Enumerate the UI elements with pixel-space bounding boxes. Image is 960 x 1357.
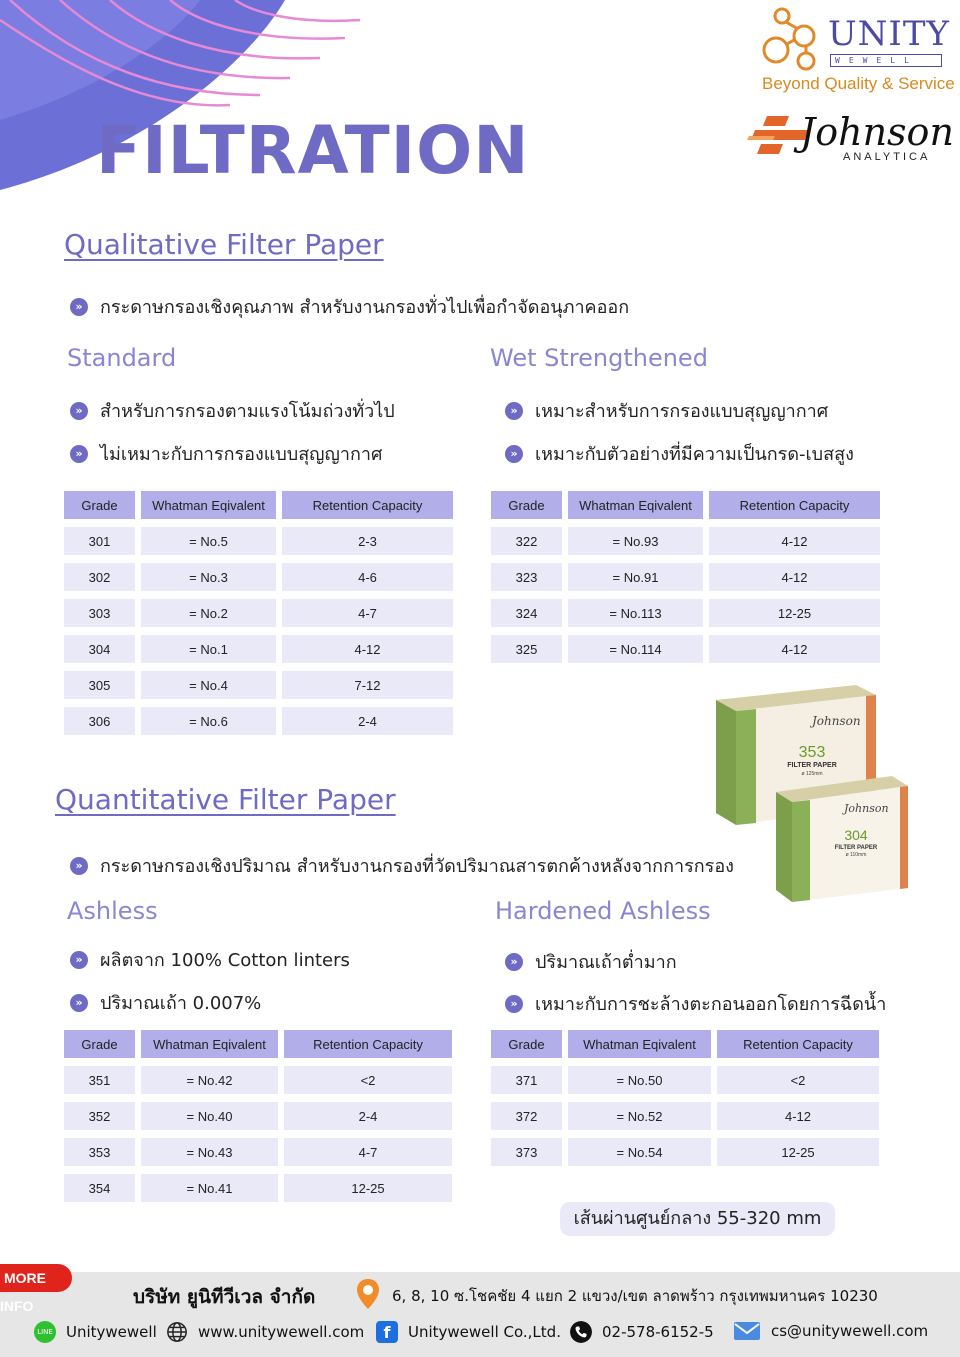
table-cell: 2-4 (284, 1102, 452, 1130)
table-row (491, 599, 880, 627)
hardened-bullet-1 (505, 947, 677, 976)
box2-brand: Johnson (844, 802, 889, 815)
column-header: Grade (64, 1030, 135, 1058)
table-cell: 2-3 (282, 527, 453, 555)
table-cell: 351 (64, 1066, 135, 1094)
wet-bullet-2 (505, 439, 854, 468)
box2-grade: 304 (844, 827, 868, 843)
table-header-row (491, 491, 880, 519)
globe-icon (166, 1321, 188, 1343)
table-cell: = No.91 (568, 563, 703, 591)
table-cell: 4-12 (282, 635, 453, 663)
table-cell: = No.3 (141, 563, 276, 591)
table-row (64, 671, 453, 699)
email-text: cs@unitywewell.com (771, 1322, 929, 1340)
table-row (64, 1138, 452, 1166)
column-header: Whatman Eqivalent (568, 1030, 711, 1058)
more-info-badge: MORE INFO (0, 1264, 72, 1292)
table-cell: 4-12 (709, 635, 880, 663)
line-id: Unitywewell (66, 1323, 157, 1341)
bullet-text: ผลิตจาก 100% Cotton linters (100, 950, 350, 971)
table-cell: 12-25 (284, 1174, 452, 1202)
table-row (64, 1066, 452, 1094)
table-cell: = No.6 (141, 707, 276, 735)
table-cell: 322 (491, 527, 562, 555)
ashless-bullet-1 (70, 945, 350, 974)
column-header: Retention Capacity (282, 491, 453, 519)
table-row (64, 599, 453, 627)
quantitative-intro (70, 851, 734, 880)
table-cell: 373 (491, 1138, 562, 1166)
box1-brand: Johnson (812, 714, 861, 728)
table-row (64, 1174, 452, 1202)
table-cell: 323 (491, 563, 562, 591)
column-header: Retention Capacity (709, 491, 880, 519)
table-row (491, 635, 880, 663)
box1-size: ø 125mm (801, 771, 823, 777)
quantitative-intro-text: กระดาษกรองเชิงปริมาณ สำหรับงานกรองที่วัดปริมาณสารตกค้างหลังจากการกรอง (100, 856, 734, 877)
table-cell: = No.93 (568, 527, 703, 555)
johnson-brand-name: Johnson (800, 110, 954, 154)
column-header: Whatman Eqivalent (141, 491, 276, 519)
column-header: Retention Capacity (717, 1030, 879, 1058)
wet-table (485, 483, 886, 671)
table-cell: = No.42 (141, 1066, 278, 1094)
phone-icon (570, 1321, 592, 1343)
table-cell: = No.54 (568, 1138, 711, 1166)
table-cell: 353 (64, 1138, 135, 1166)
product-box-304 (776, 776, 910, 904)
hardened-heading: Hardened Ashless (495, 897, 711, 925)
table-row (64, 563, 453, 591)
column-header: Grade (491, 1030, 562, 1058)
table-header-row (491, 1030, 879, 1058)
quantitative-heading: Quantitative Filter Paper (55, 783, 396, 816)
table-cell: 7-12 (282, 671, 453, 699)
table-cell: = No.50 (568, 1066, 711, 1094)
ashless-heading: Ashless (67, 897, 158, 925)
table-cell: 371 (491, 1066, 562, 1094)
double-chevron-icon: » (505, 995, 523, 1013)
box2-label: FILTER PAPER (834, 845, 878, 851)
table-cell: 12-25 (717, 1138, 879, 1166)
table-row (491, 1102, 879, 1130)
double-chevron-icon: » (70, 445, 88, 463)
double-chevron-icon: » (70, 951, 88, 969)
unity-logo-icon (760, 6, 826, 76)
double-chevron-icon: » (70, 994, 88, 1012)
box1-label: FILTER PAPER (787, 762, 837, 769)
qualitative-heading: Qualitative Filter Paper (64, 228, 384, 261)
wet-heading: Wet Strengthened (490, 344, 708, 372)
double-chevron-icon: » (70, 298, 88, 316)
johnson-brand-sub: ANALYTICA (843, 151, 931, 163)
table-cell: 4-12 (717, 1102, 879, 1130)
table-cell: = No.40 (141, 1102, 278, 1130)
company-address: 6, 8, 10 ซ.โชคชัย 4 แยก 2 แขวง/เขต ลาดพร้าว กรุงเทพมหานคร 10230 (392, 1287, 878, 1305)
page-title: FILTRATION (96, 112, 530, 189)
qualitative-intro-text: กระดาษกรองเชิงคุณภาพ สำหรับงานกรองทั่วไปเพื่อกำจัดอนุภาคออก (100, 297, 630, 318)
table-cell: <2 (284, 1066, 452, 1094)
table-row (64, 707, 453, 735)
table-cell: = No.5 (141, 527, 276, 555)
unity-brand-sub: WEWELL (830, 54, 942, 67)
standard-heading: Standard (67, 344, 177, 372)
location-pin-icon (356, 1278, 380, 1310)
table-header-row (64, 491, 453, 519)
ashless-table (58, 1022, 458, 1210)
bullet-text: เหมาะกับตัวอย่างที่มีความเป็นกรด-เบสสูง (535, 444, 854, 465)
table-cell: <2 (717, 1066, 879, 1094)
table-cell: 354 (64, 1174, 135, 1202)
qualitative-intro (70, 292, 629, 321)
facebook-link[interactable] (376, 1321, 561, 1343)
table-cell: = No.52 (568, 1102, 711, 1130)
hardened-table (485, 1022, 885, 1174)
box1-grade: 353 (798, 744, 826, 761)
table-row (491, 1066, 879, 1094)
unity-brand-name: UNITY (828, 14, 950, 54)
table-cell: 2-4 (282, 707, 453, 735)
table-cell: 4-12 (709, 563, 880, 591)
table-cell: 4-7 (282, 599, 453, 627)
table-cell: = No.113 (568, 599, 703, 627)
column-header: Whatman Eqivalent (141, 1030, 278, 1058)
table-cell: = No.114 (568, 635, 703, 663)
hardened-bullet-2 (505, 989, 886, 1018)
line-icon: LINE (34, 1321, 56, 1343)
company-name: บริษัท ยูนิทีวีเวล จำกัด (133, 1286, 316, 1308)
bullet-text: ไม่เหมาะกับการกรองแบบสุญญากาศ (100, 444, 383, 465)
table-cell: = No.43 (141, 1138, 278, 1166)
table-cell: 4-12 (709, 527, 880, 555)
column-header: Whatman Eqivalent (568, 491, 703, 519)
standard-bullet-2 (70, 439, 382, 468)
wet-bullet-1 (505, 396, 828, 425)
unity-tagline: Beyond Quality & Service (762, 74, 955, 93)
table-cell: 12-25 (709, 599, 880, 627)
website-link[interactable] (166, 1321, 364, 1343)
column-header: Grade (64, 491, 135, 519)
table-cell: 302 (64, 563, 135, 591)
table-cell: 4-6 (282, 563, 453, 591)
line-contact[interactable] (34, 1321, 157, 1343)
facebook-text: Unitywewell Co.,Ltd. (408, 1323, 561, 1341)
bullet-text: ปริมาณเถ้าต่ำมาก (535, 952, 677, 973)
bullet-text: เหมาะกับการชะล้างตะกอนออกโดยการฉีดน้ำ (535, 994, 887, 1015)
mail-icon (733, 1321, 761, 1341)
table-cell: = No.41 (141, 1174, 278, 1202)
table-row (64, 1102, 452, 1130)
standard-table (58, 483, 459, 743)
table-cell: 325 (491, 635, 562, 663)
phone-number: 02-578-6152-5 (602, 1323, 714, 1341)
double-chevron-icon: » (70, 402, 88, 420)
facebook-icon: f (376, 1321, 398, 1343)
table-row (64, 635, 453, 663)
double-chevron-icon: » (505, 445, 523, 463)
bullet-text: เหมาะสำหรับการกรองแบบสุญญากาศ (535, 401, 829, 422)
table-row (491, 527, 880, 555)
bullet-text: สำหรับการกรองตามแรงโน้มถ่วงทั่วไป (100, 401, 395, 422)
table-cell: 372 (491, 1102, 562, 1130)
table-cell: = No.4 (141, 671, 276, 699)
table-cell: 324 (491, 599, 562, 627)
double-chevron-icon: » (70, 857, 88, 875)
table-cell: 301 (64, 527, 135, 555)
standard-bullet-1 (70, 396, 395, 425)
table-cell: 304 (64, 635, 135, 663)
column-header: Retention Capacity (284, 1030, 452, 1058)
email-link[interactable] (733, 1321, 928, 1341)
table-row (491, 563, 880, 591)
double-chevron-icon: » (505, 953, 523, 971)
table-cell: = No.2 (141, 599, 276, 627)
table-header-row (64, 1030, 452, 1058)
website-text: www.unitywewell.com (198, 1323, 365, 1341)
ashless-bullet-2 (70, 988, 261, 1017)
table-cell: 306 (64, 707, 135, 735)
table-row (64, 527, 453, 555)
table-cell: = No.1 (141, 635, 276, 663)
table-row (491, 1138, 879, 1166)
phone-contact[interactable] (570, 1321, 714, 1343)
box2-size: ø 110mm (845, 852, 867, 858)
table-cell: 352 (64, 1102, 135, 1130)
diameter-badge: เส้นผ่านศูนย์กลาง 55-320 mm (560, 1202, 835, 1236)
double-chevron-icon: » (505, 402, 523, 420)
bullet-text: ปริมาณเถ้า 0.007% (100, 993, 262, 1014)
table-cell: 303 (64, 599, 135, 627)
table-cell: 4-7 (284, 1138, 452, 1166)
column-header: Grade (491, 491, 562, 519)
table-cell: 305 (64, 671, 135, 699)
